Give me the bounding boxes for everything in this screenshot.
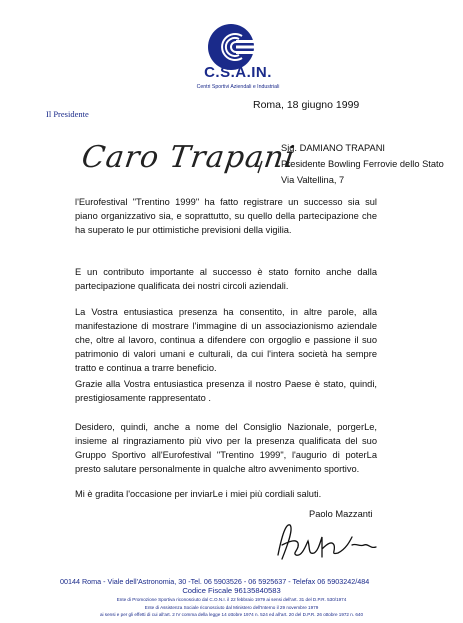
org-subtitle: Centri Sportivi Aziendali e Industriali [196, 84, 280, 90]
president-label: Il Presidente [46, 109, 89, 119]
body-paragraph: La Vostra entusiastica presenza ha consentito, in altre parole, alla manifestazione di mostrare l'immagine di un associazionismo aziendale che, oltre al lavoro, continua a difendere con orgoglio e passione il suo patrimonio di valori umani e culturali, da cui l'intera società ha sempre tratto e continua a trarre beneficio. [75, 307, 377, 373]
closing-paragraph: Mi è gradita l'occasione per inviarLe i miei più cordiali saluti. [75, 489, 322, 499]
signature-icon [268, 515, 388, 570]
handwritten-salutation: Caro Trapani [79, 140, 298, 175]
body-paragraph: E un contributo importante al successo è stato fornito anche dalla partecipazione qualificata dei nostri circoli aziendali. [75, 267, 377, 291]
signer-name: Paolo Mazzanti [309, 509, 373, 519]
org-name: C.S.A.IN. [204, 64, 272, 81]
footer-fiscal-code: Codice Fiscale 96135840583 [182, 586, 281, 595]
body-paragraph: Grazie alla Vostra entusiastica presenza il nostro Paese è stato, quindi, prestigiosamente rappresentato . [75, 379, 377, 403]
comma-stroke-icon [255, 160, 265, 174]
footer-legal-line: Ente di Promozione Sportiva riconosciuto dal C.O.N.I. il 22 febbraio 1979 ai sensi dell'art. 31 del D.P.R. 530/1974 [116, 597, 347, 602]
body-paragraph: l'Eurofestival "Trentino 1999" ha fatto registrare un successo sia sul piano organizzativo sia, e soprattutto, su quello della partecipazione che ha superato le pur ottimistiche previsioni della vigilia. [75, 197, 377, 235]
footer-legal-line: ai sensi e per gli effetti di cui all'art. 2 IV comma della legge 14 ottobre 1974 n. 524 ed all'art. 20 del D.P.R. 26 ottobre 1972 n. 640 [99, 612, 364, 617]
recipient-name: Sig. DAMIANO TRAPANI [281, 143, 386, 153]
recipient-address: Via Valtellina, 7 [281, 175, 345, 185]
body-paragraph: Desidero, quindi, anche a nome del Consiglio Nazionale, porgerLe, insieme al ringraziamento più vivo per la presenza qualificata del suo Gruppo Sportivo all'Eurofestival "Trentino 1999", l'augurio di poterLa presto salutare personalmente in qualche altro avvenimento sportivo. [75, 422, 377, 474]
footer-address: 00144 Roma - Viale dell'Astronomia, 30 -Tel. 06 5903526 - 06 5925637 - Telefax 06 5903242/484 [60, 577, 370, 586]
place-date: Roma, 18 giugno 1999 [253, 99, 360, 111]
recipient-title: Presidente Bowling Ferrovie dello Stato [281, 159, 444, 169]
footer-legal-line: Ente di Assistenza Sociale riconosciuto dal Ministero dell'Interno il 29 novembre 1979 [144, 605, 319, 610]
recipient-block [281, 140, 444, 188]
